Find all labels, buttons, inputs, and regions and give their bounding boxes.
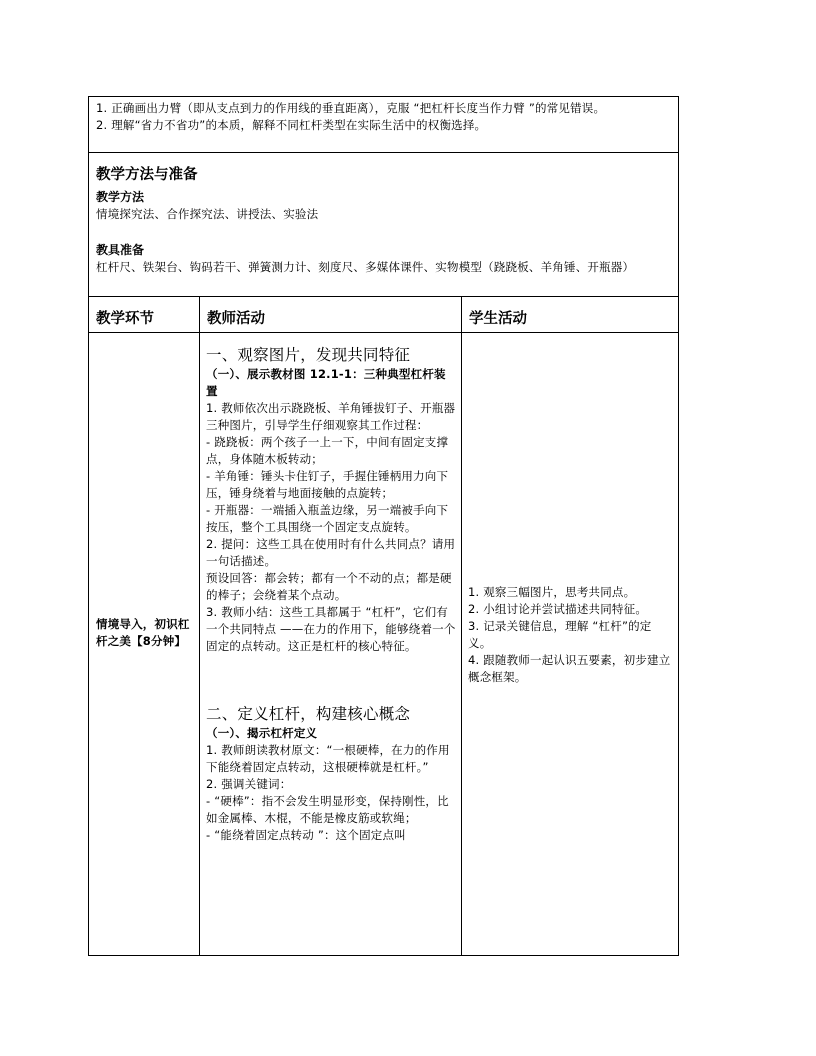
methods-cell	[96, 165, 674, 276]
part1-title: 一、观察图片，发现共同特征	[206, 346, 411, 364]
header-stage: 教学环节	[96, 311, 154, 327]
student-activity	[468, 584, 673, 686]
row-divider	[89, 296, 678, 297]
teacher-text: - “能绕着固定点转动 ”：这个固定点叫	[206, 828, 406, 842]
row-divider	[89, 332, 678, 333]
student-text: 1. 观察三幅图片，思考共同点。	[468, 585, 636, 599]
student-text: 2. 小组讨论并尝试描述共同特征。	[468, 602, 648, 616]
teacher-text: - 跷跷板：两个孩子一上一下，中间有固定支撑点，身体随木板转动；	[206, 435, 449, 466]
teacher-text: 3. 教师小结：这些工具都属于 “杠杆”，它们有一个共同特点 ——在力的作用下，能够绕着一个固定的点转动。这正是杠杆的核心特征。	[206, 605, 456, 653]
student-text: 4. 跟随教师一起认识五要素，初步建立概念框架。	[468, 653, 671, 684]
part2-title: 二、定义杠杆，构建核心概念	[206, 705, 411, 723]
part2-subtitle: （一）、揭示杠杆定义	[206, 726, 318, 740]
teacher-text: 1. 教师朗读教材原文：“一根硬棒，在力的作用下能绕着固定点转动，这根硬棒就是杠杆。”	[206, 743, 450, 774]
methods-text: 情境探究法、合作探究法、讲授法、实验法	[96, 207, 319, 221]
stage-name: 情境导入，初识杠杆之美【8分钟】	[96, 617, 190, 648]
teacher-activity	[206, 344, 456, 844]
column-divider	[199, 296, 200, 956]
teacher-text: - “硬棒”：指不会发生明显形变，保持刚性，比如金属棒、木棍，不能是橡皮筋或软绳；	[206, 794, 449, 825]
tools-text: 杠杆尺、铁架台、钩码若干、弹簧测力计、刻度尺、多媒体课件、实物模型（跷跷板、羊角锤、开瓶器）	[96, 260, 635, 274]
teacher-text: 1. 教师依次出示跷跷板、羊角锤拔钉子、开瓶器三种图片，引导学生仔细观察其工作过程：	[206, 401, 456, 432]
objective-item-2: 2. 理解“省力不省功”的本质，解释不同杠杆类型在实际生活中的权衡选择。	[96, 118, 487, 132]
tools-heading: 教具准备	[96, 243, 145, 257]
objective-item-1: 1. 正确画出力臂（即从支点到力的作用线的垂直距离），克服 “把杠杆长度当作力臂 ”的常见错误。	[96, 101, 606, 115]
header-student: 学生活动	[469, 311, 527, 327]
teacher-text: - 羊角锤：锤头卡住钉子，手握住锤柄用力向下压，锤身绕着与地面接触的点旋转；	[206, 469, 449, 500]
header-teacher: 教师活动	[207, 311, 265, 327]
objectives-cell	[96, 100, 674, 134]
section-title: 教学方法与准备	[96, 167, 198, 183]
lesson-plan-table	[88, 96, 679, 956]
student-text: 3. 记录关键信息，理解 “杠杆”的定义。	[468, 619, 652, 650]
teacher-text: - 开瓶器：一端插入瓶盖边缘，另一端被手向下按压，整个工具围绕一个固定支点旋转。	[206, 503, 449, 534]
part1-subtitle: （一）、展示教材图 12.1-1：三种典型杠杆装置	[206, 367, 446, 398]
column-divider	[461, 296, 462, 956]
teacher-text: 预设回答：都会转；都有一个不动的点；都是硬的棒子；会绕着某个点动。	[206, 571, 452, 602]
teacher-text: 2. 强调关键词：	[206, 777, 292, 791]
teacher-text: 2. 提问：这些工具在使用时有什么共同点？请用一句话描述。	[206, 537, 456, 568]
row-divider	[89, 152, 678, 153]
methods-heading: 教学方法	[96, 190, 145, 204]
